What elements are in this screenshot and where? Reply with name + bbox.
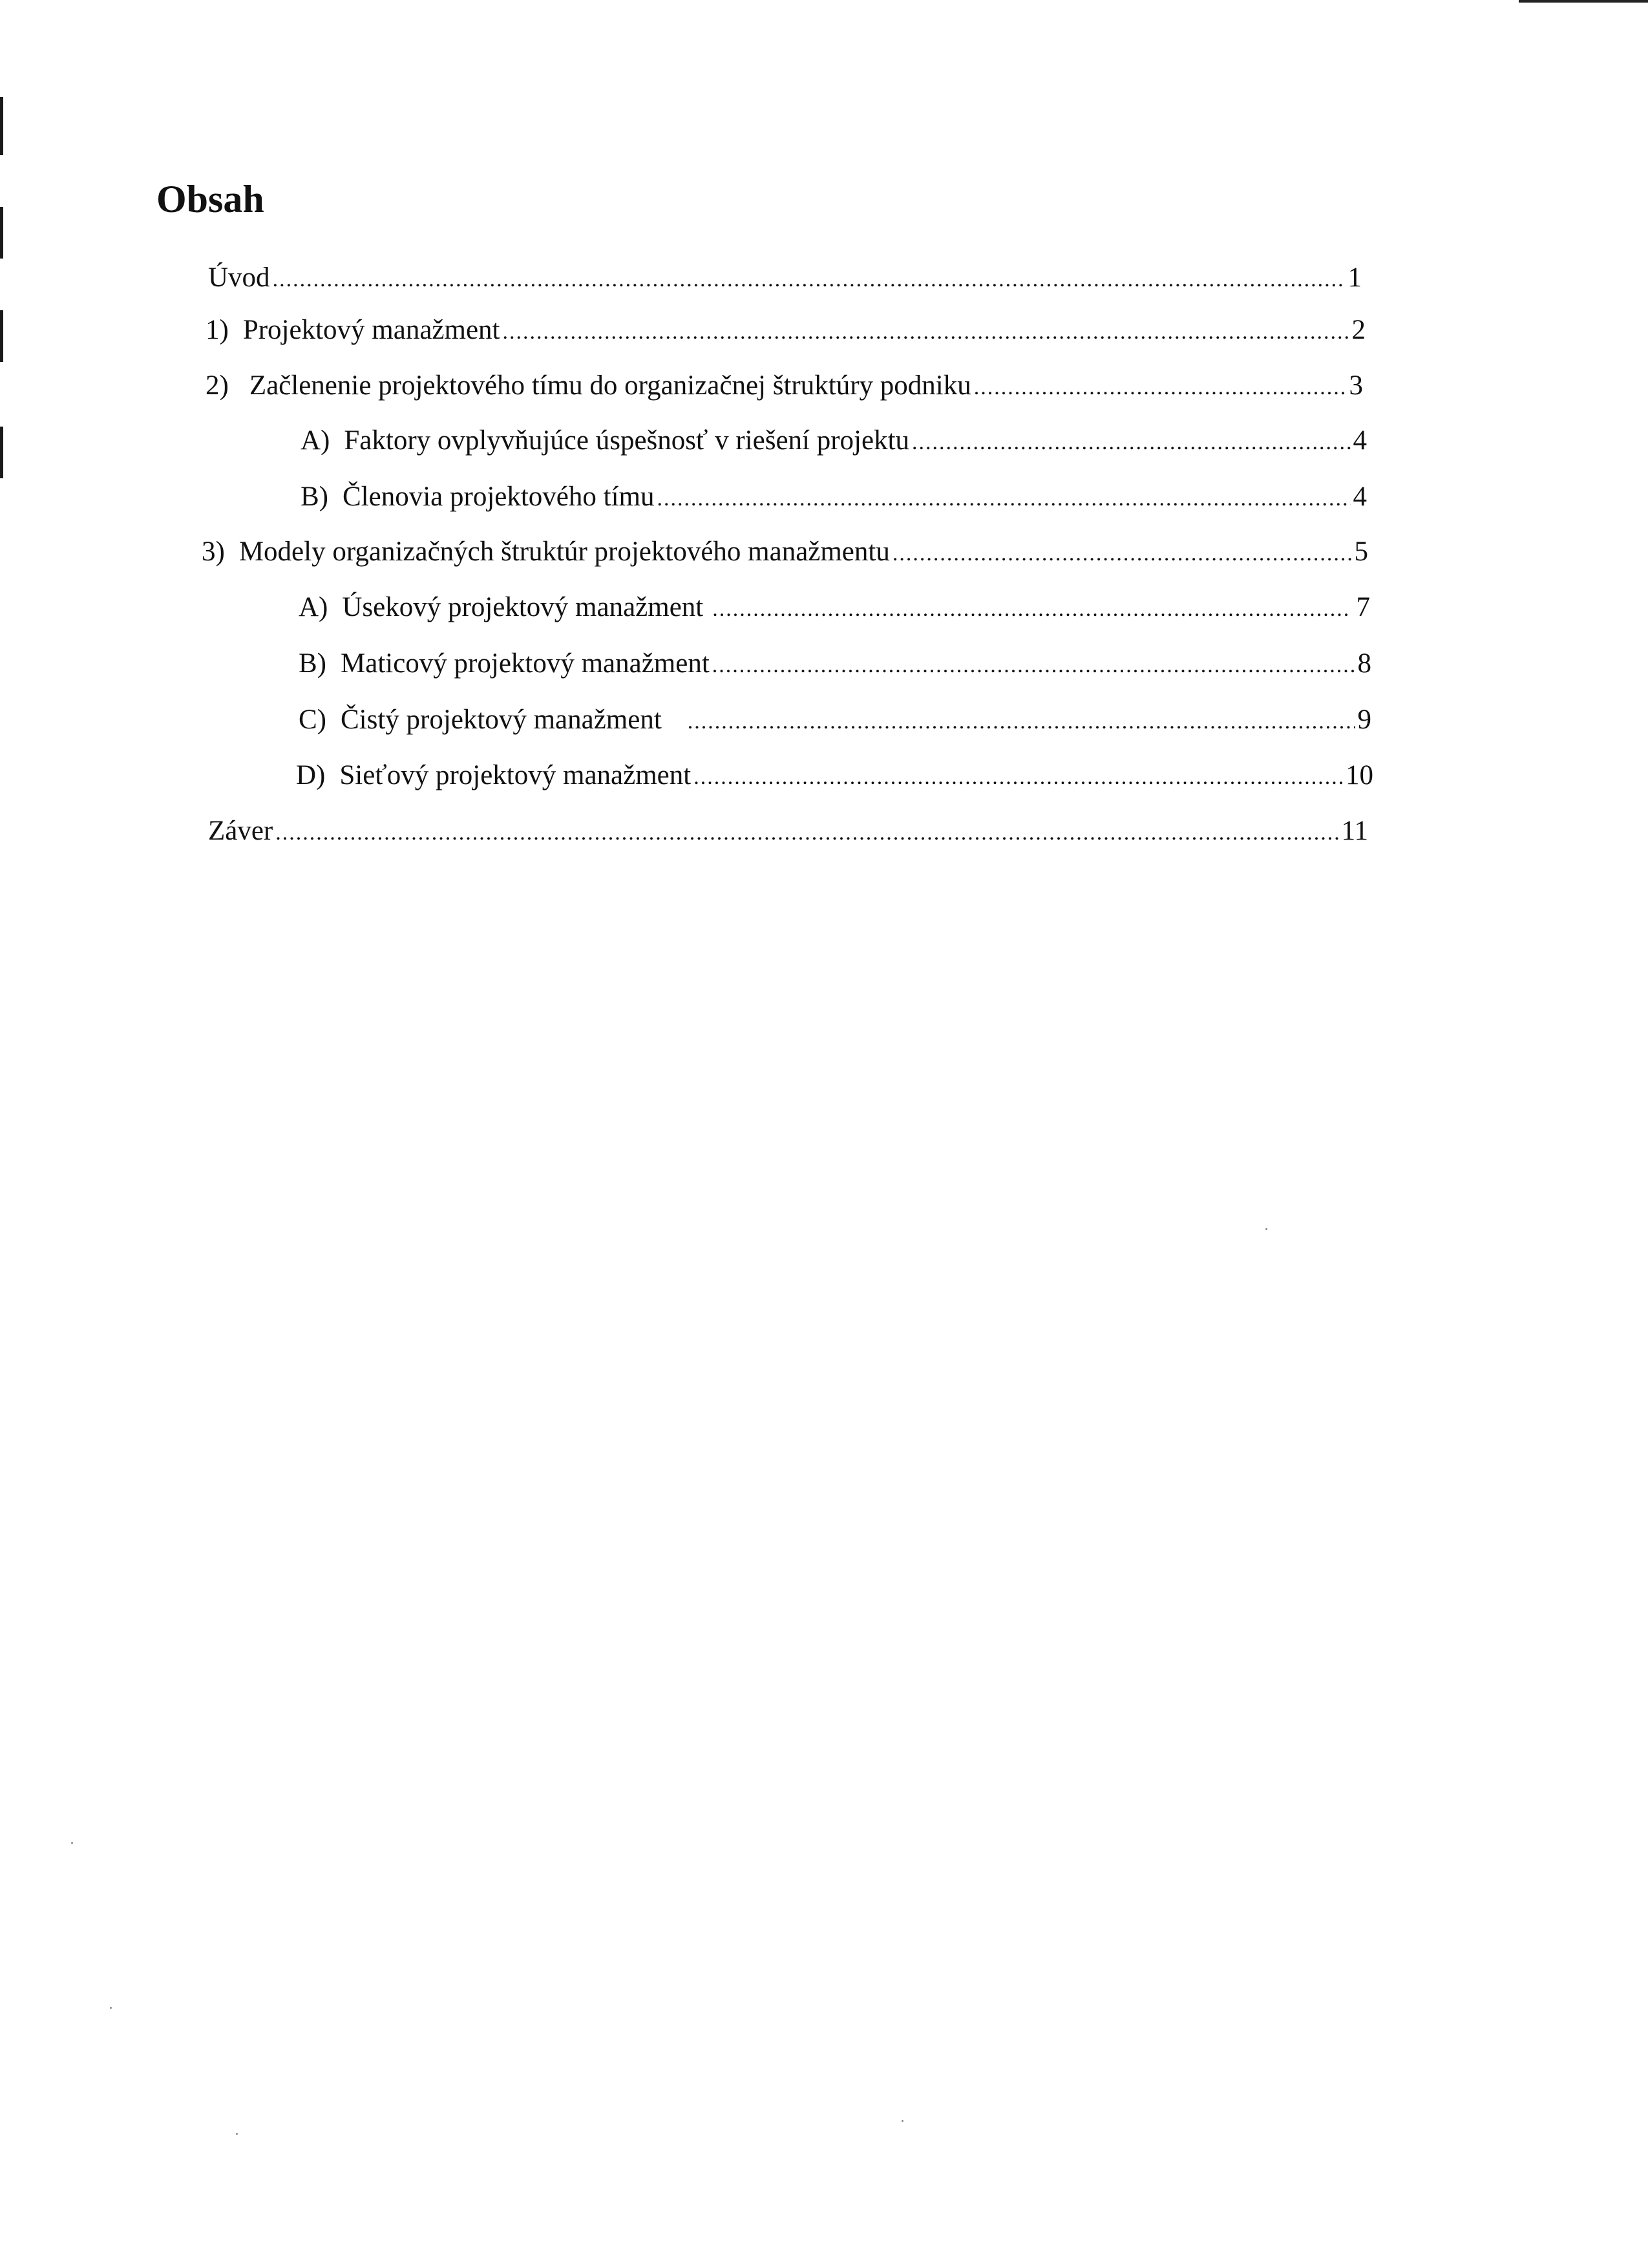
toc-entry[interactable] xyxy=(208,264,1362,291)
toc-dot-leader xyxy=(912,432,1350,454)
scan-speck xyxy=(71,1842,73,1844)
toc-entry-page: 7 xyxy=(1356,592,1370,622)
toc-entry-label: Členovia projektového tímu xyxy=(343,482,655,512)
scan-edge-mark xyxy=(0,97,3,155)
toc-entry-page: 8 xyxy=(1357,648,1371,679)
toc-entry[interactable] xyxy=(299,593,1370,621)
toc-entry-number: 3) xyxy=(202,536,225,567)
toc-entry-page: 10 xyxy=(1346,760,1373,790)
toc-entry-page: 9 xyxy=(1357,705,1371,735)
toc-entry[interactable] xyxy=(299,650,1371,677)
scan-speck xyxy=(236,2133,238,2135)
toc-entry-label: Začlenenie projektového tímu do organizačnej štruktúry podniku xyxy=(249,370,971,401)
toc-dot-leader xyxy=(712,599,1347,620)
toc-entry-label: Faktory ovplyvňujúce úspešnosť v riešení projektu xyxy=(344,425,910,456)
toc-dot-leader xyxy=(893,543,1352,565)
toc-entry[interactable] xyxy=(299,706,1371,734)
toc-entry[interactable] xyxy=(296,761,1373,789)
toc-dot-leader xyxy=(273,269,1346,291)
toc-dot-leader xyxy=(712,655,1355,677)
toc-dot-leader xyxy=(688,711,1355,733)
toc-entry-number: D) xyxy=(296,760,326,790)
toc-dot-leader xyxy=(974,377,1347,399)
toc-dot-leader xyxy=(275,822,1338,844)
toc-entry-label: Modely organizačných štruktúr projektového manažmentu xyxy=(238,536,890,567)
toc-entry-number: 1) xyxy=(206,315,229,345)
toc-entry-page: 2 xyxy=(1351,315,1366,345)
toc-entry-number: A) xyxy=(299,592,328,622)
toc-entry-page: 1 xyxy=(1347,262,1362,293)
toc-entry[interactable] xyxy=(208,817,1368,845)
toc-entry-label: Záver xyxy=(208,816,273,846)
toc-dot-leader xyxy=(502,321,1349,343)
scan-speck xyxy=(110,2007,112,2009)
toc-entry[interactable] xyxy=(206,372,1363,399)
toc-entry-number: C) xyxy=(299,705,326,735)
scan-speck xyxy=(1265,1228,1267,1230)
toc-entry-label: Projektový manažment xyxy=(242,315,500,345)
scan-speck xyxy=(902,2120,903,2122)
toc-entry[interactable] xyxy=(301,483,1367,511)
toc-entry-number: 2) xyxy=(206,370,229,401)
toc-entry-label: Úsekový projektový manažment xyxy=(342,592,704,622)
toc-entry-page: 4 xyxy=(1353,482,1367,512)
toc-entry-label: Maticový projektový manažment xyxy=(341,648,710,679)
toc-entry-label: Úvod xyxy=(208,262,270,293)
toc-entry-label: Čistý projektový manažment xyxy=(341,705,662,735)
toc-entry-label: Sieťový projektový manažment xyxy=(339,760,692,790)
toc-entry[interactable] xyxy=(301,427,1367,454)
toc-entry-number: B) xyxy=(299,648,326,679)
scan-edge-mark xyxy=(0,427,3,478)
toc-entry-number: A) xyxy=(301,425,330,456)
toc-entry-number: B) xyxy=(301,482,328,512)
toc-entry-page: 3 xyxy=(1349,370,1363,401)
scan-edge-mark xyxy=(0,207,3,259)
scan-edge-mark xyxy=(0,310,3,362)
toc-dot-leader xyxy=(657,488,1350,510)
page-title: Obsah xyxy=(156,178,264,220)
scan-corner-line xyxy=(1519,0,1648,3)
toc-entry[interactable] xyxy=(202,538,1368,566)
toc-dot-leader xyxy=(693,767,1343,789)
toc-entry[interactable] xyxy=(206,316,1366,344)
toc-entry-page: 5 xyxy=(1354,536,1368,567)
toc-entry-page: 4 xyxy=(1353,425,1367,456)
toc-entry-page: 11 xyxy=(1341,816,1368,846)
